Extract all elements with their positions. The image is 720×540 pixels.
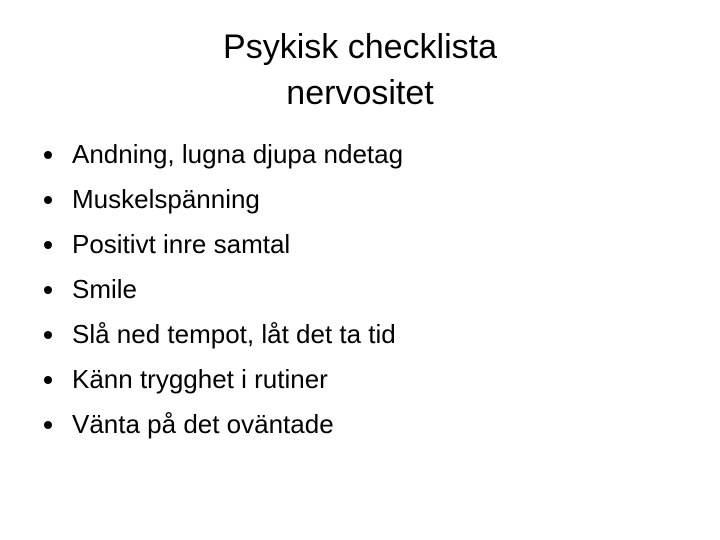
bullet-text: Känn trygghet i rutiner: [72, 364, 328, 394]
bullet-dot-icon: [44, 286, 52, 294]
bullet-item: [44, 402, 403, 447]
bullet-dot-icon: [44, 151, 52, 159]
bullet-dot-icon: [44, 241, 52, 249]
bullet-dot-icon: [44, 376, 52, 384]
bullet-item: [44, 312, 403, 357]
slide-title: [0, 24, 720, 116]
bullet-dot-icon: [44, 421, 52, 429]
bullet-item: [44, 357, 403, 402]
bullet-item: [44, 132, 403, 177]
bullet-text: Slå ned tempot, låt det ta tid: [72, 319, 396, 349]
bullet-item: [44, 222, 403, 267]
bullet-item: [44, 267, 403, 312]
bullet-text: Positivt inre samtal: [72, 229, 291, 259]
bullet-text: Vänta på det oväntade: [72, 409, 334, 439]
slide-title-line-1: Psykisk checklista: [223, 28, 497, 66]
bullet-dot-icon: [44, 196, 52, 204]
bullet-dot-icon: [44, 331, 52, 339]
bullet-text: Muskelspänning: [72, 184, 260, 214]
bullet-item: [44, 177, 403, 222]
bullet-text: Smile: [72, 274, 138, 304]
bullet-list: [44, 132, 403, 447]
slide-title-line-2: nervositet: [286, 74, 434, 112]
bullet-text: Andning, lugna djupa ndetag: [72, 139, 404, 169]
